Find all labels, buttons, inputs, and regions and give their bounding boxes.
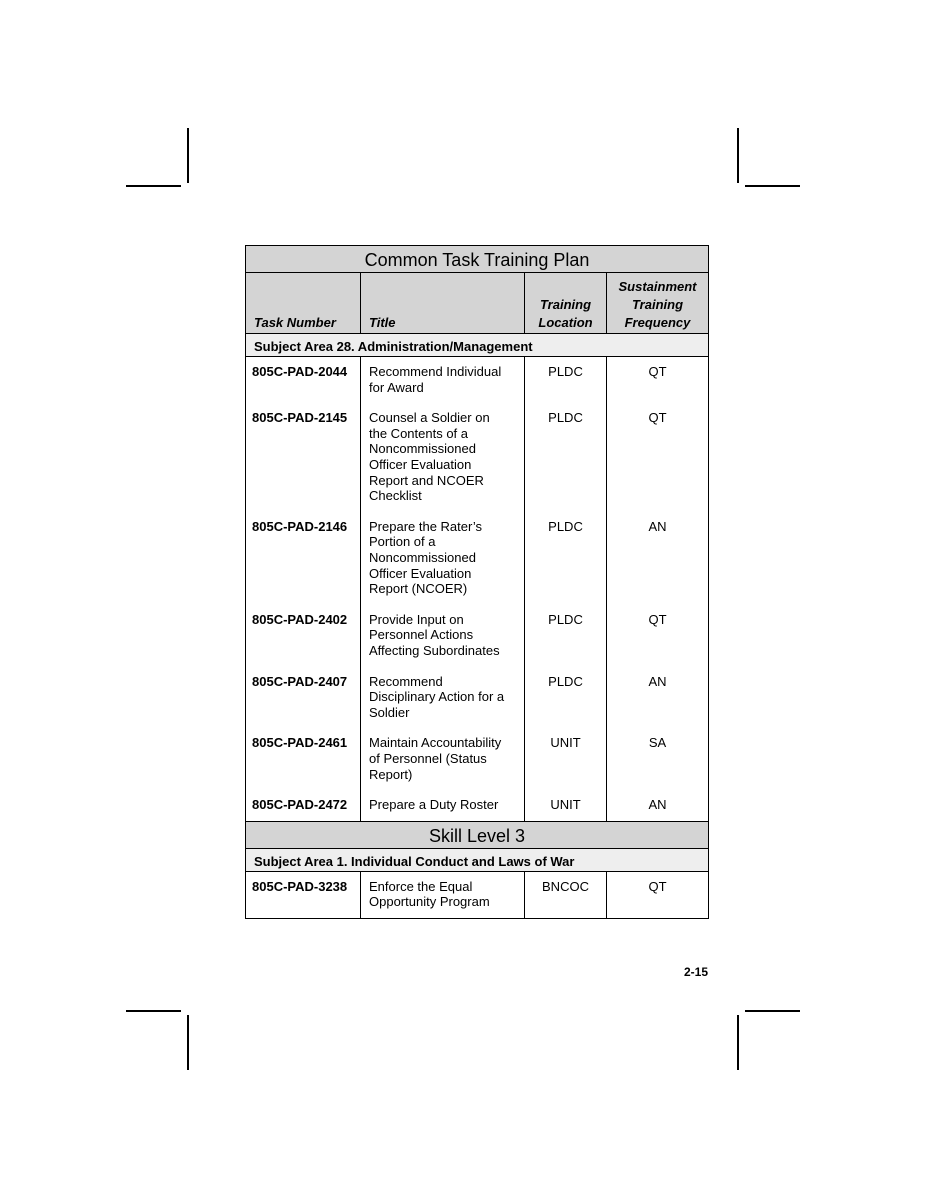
task-title: Enforce the Equal Opportunity Program [369, 878, 490, 910]
task-number: 805C-PAD-2044 [252, 364, 348, 379]
task-rows [246, 357, 708, 821]
sustainment-frequency: QT [648, 611, 667, 627]
page-number: 2-15 [683, 965, 708, 979]
training-location: UNIT [550, 735, 581, 751]
subject-area-heading: Subject Area 28. Administration/Management [246, 334, 708, 357]
training-plan-table [245, 245, 709, 919]
sustainment-frequency: QT [648, 878, 667, 894]
task-title: Provide Input on Personnel Actions Affecting Subordinates [369, 611, 500, 658]
task-number: 805C-PAD-2472 [252, 797, 348, 813]
training-location: UNIT [550, 797, 581, 813]
task-number: 805C-PAD-2145 [252, 410, 348, 426]
task-title: Recommend Disciplinary Action for a Soldier [369, 673, 505, 720]
sustainment-frequency: AN [648, 518, 667, 534]
task-number: 805C-PAD-2461 [252, 735, 348, 751]
training-location: PLDC [548, 410, 583, 426]
crop-mark [187, 1015, 189, 1070]
task-number: 805C-PAD-2407 [252, 673, 348, 689]
task-title: Prepare a Duty Roster [369, 797, 499, 813]
sustainment-frequency: QT [648, 364, 667, 379]
crop-mark [187, 128, 189, 183]
header-sustainment-frequency: Sustainment Training Frequency [618, 279, 697, 330]
sustainment-frequency: QT [648, 410, 667, 426]
crop-mark [126, 185, 181, 187]
table-header-row [246, 273, 708, 334]
task-number: 805C-PAD-3238 [252, 878, 348, 894]
training-location: BNCOC [542, 878, 589, 894]
sustainment-frequency: AN [648, 673, 667, 689]
crop-mark [745, 185, 800, 187]
training-location: PLDC [548, 673, 583, 689]
task-number: 805C-PAD-2402 [252, 611, 348, 627]
task-rows [246, 872, 708, 918]
subject-area-heading: Subject Area 1. Individual Conduct and Laws of War [246, 849, 708, 872]
task-number: 805C-PAD-2146 [252, 518, 348, 534]
task-title: Recommend Individual for Award [369, 364, 502, 395]
crop-mark [737, 128, 739, 183]
task-title: Prepare the Rater’s Portion of a Noncommissioned Officer Evaluation Report (NCOER) [369, 518, 482, 597]
crop-mark [126, 1010, 181, 1012]
task-title: Counsel a Soldier on the Contents of a Noncommissioned Officer Evaluation Report and NCOER Checklist [369, 410, 490, 504]
sustainment-frequency: SA [648, 735, 667, 751]
sustainment-frequency: AN [648, 797, 667, 813]
task-title: Maintain Accountability of Personnel (Status Report) [369, 735, 502, 782]
table-title: Common Task Training Plan [246, 246, 708, 273]
crop-mark [745, 1010, 800, 1012]
header-task-number: Task Number [246, 273, 361, 333]
training-location: PLDC [548, 364, 583, 379]
skill-level-heading: Skill Level 3 [246, 821, 708, 849]
training-location: PLDC [548, 611, 583, 627]
training-location: PLDC [548, 518, 583, 534]
header-training-location: Training Location [525, 273, 607, 333]
header-title: Title [361, 273, 525, 333]
crop-mark [737, 1015, 739, 1070]
